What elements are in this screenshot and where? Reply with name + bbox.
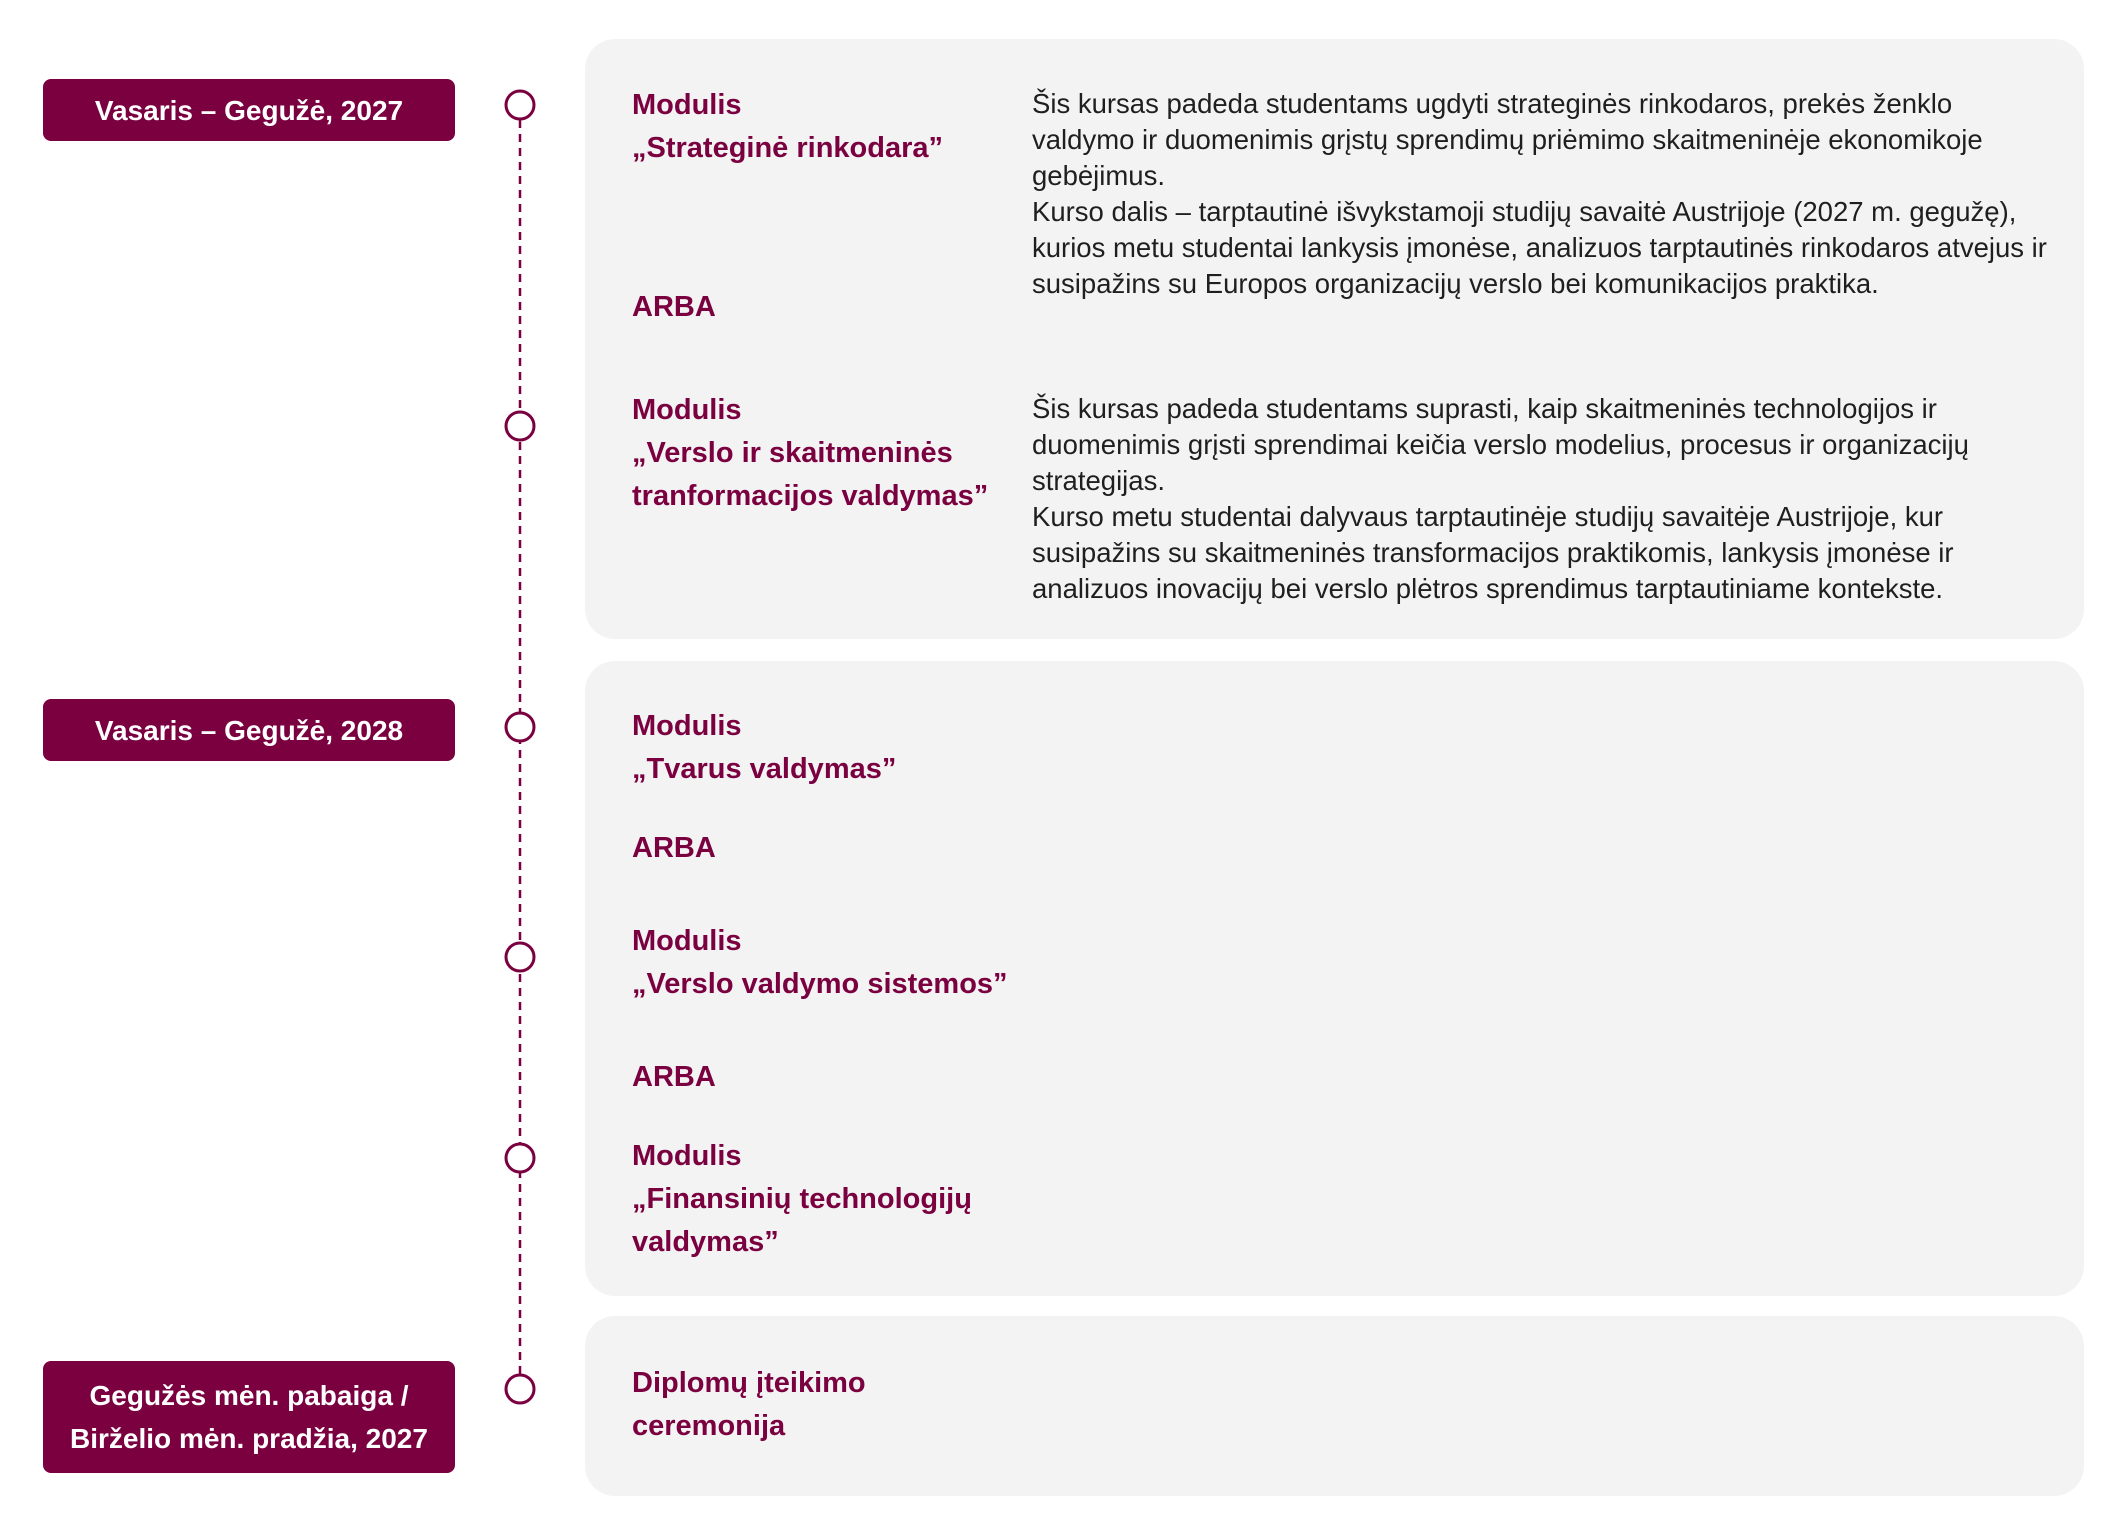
timeline-node-icon [506, 1144, 534, 1172]
module-name: „Finansinių technologijų [632, 1183, 972, 1215]
date-badge-ceremony [43, 1361, 455, 1473]
timeline-node-icon [506, 713, 534, 741]
timeline-node-icon [506, 1375, 534, 1403]
module-digital-transformation-title [632, 389, 1012, 518]
date-label: Vasaris – Gegužė, 2027 [94, 94, 404, 126]
connector-label: ARBA [632, 832, 716, 864]
module-label: Modulis [632, 89, 742, 121]
module-sustainable-management-title [632, 705, 1012, 791]
module-business-systems-title [632, 920, 1012, 1006]
timeline-node-icon [506, 943, 534, 971]
date-badge-2028 [43, 699, 455, 761]
module-name: valdymas” [632, 1226, 779, 1258]
date-label: Birželio mėn. pradžia, 2027 [70, 1423, 428, 1454]
description-paragraph: Kurso dalis – tarptautinė išvykstamoji studijų savaitė Austrijoje (2027 m. gegužę), kurios metu studentai lankysis įmonėse, analizuos tarptautinės rinkodaros atvejus ir susipažins su Europos organizacijų verslo bei komunikacijos praktika. [1032, 196, 2047, 299]
connector-label: ARBA [632, 291, 716, 323]
module-strategic-marketing-title [632, 84, 1012, 170]
module-label: Modulis [632, 1140, 742, 1172]
connector-or [632, 827, 1012, 870]
event-name: Diplomų įteikimo [632, 1367, 866, 1399]
module-name: „Tvarus valdymas” [632, 753, 897, 785]
diploma-ceremony-title [632, 1362, 1012, 1448]
connector-label: ARBA [632, 1061, 716, 1093]
description-paragraph: Kurso metu studentai dalyvaus tarptautinėje studijų savaitėje Austrijoje, kur susipažins su skaitmeninės transformacijos praktikomis, lankysis įmonėse ir analizuos inovacijų bei verslo plėtros sprendimus tarptautiniame kontekste. [1032, 501, 1954, 604]
module-name: „Strateginė rinkodara” [632, 132, 944, 164]
connector-or [632, 1056, 1012, 1099]
module-digital-transformation-description [1032, 391, 2052, 607]
date-label: Gegužės mėn. pabaiga / [89, 1380, 409, 1411]
event-name: ceremonija [632, 1410, 786, 1442]
module-strategic-marketing-description [1032, 86, 2052, 302]
module-label: Modulis [632, 710, 742, 742]
module-name: „Verslo ir skaitmeninės [632, 437, 953, 469]
description-paragraph: Šis kursas padeda studentams suprasti, kaip skaitmeninės technologijos ir duomenimis grįsti sprendimai keičia verslo modelius, procesus ir organizacijų strategijas. [1032, 393, 1969, 496]
timeline-node-icon [506, 91, 534, 119]
date-badge-2027 [43, 79, 455, 141]
description-paragraph: Šis kursas padeda studentams ugdyti strateginės rinkodaros, prekės ženklo valdymo ir duomenimis grįstų sprendimų priėmimo skaitmeninėje ekonomikoje gebėjimus. [1032, 88, 1983, 191]
module-fintech-title [632, 1135, 1012, 1264]
module-name: tranformacijos valdymas” [632, 480, 989, 512]
module-label: Modulis [632, 394, 742, 426]
timeline-node-icon [506, 412, 534, 440]
date-label: Vasaris – Gegužė, 2028 [94, 714, 404, 746]
connector-or [632, 286, 1012, 329]
module-name: „Verslo valdymo sistemos” [632, 968, 1008, 1000]
module-label: Modulis [632, 925, 742, 957]
